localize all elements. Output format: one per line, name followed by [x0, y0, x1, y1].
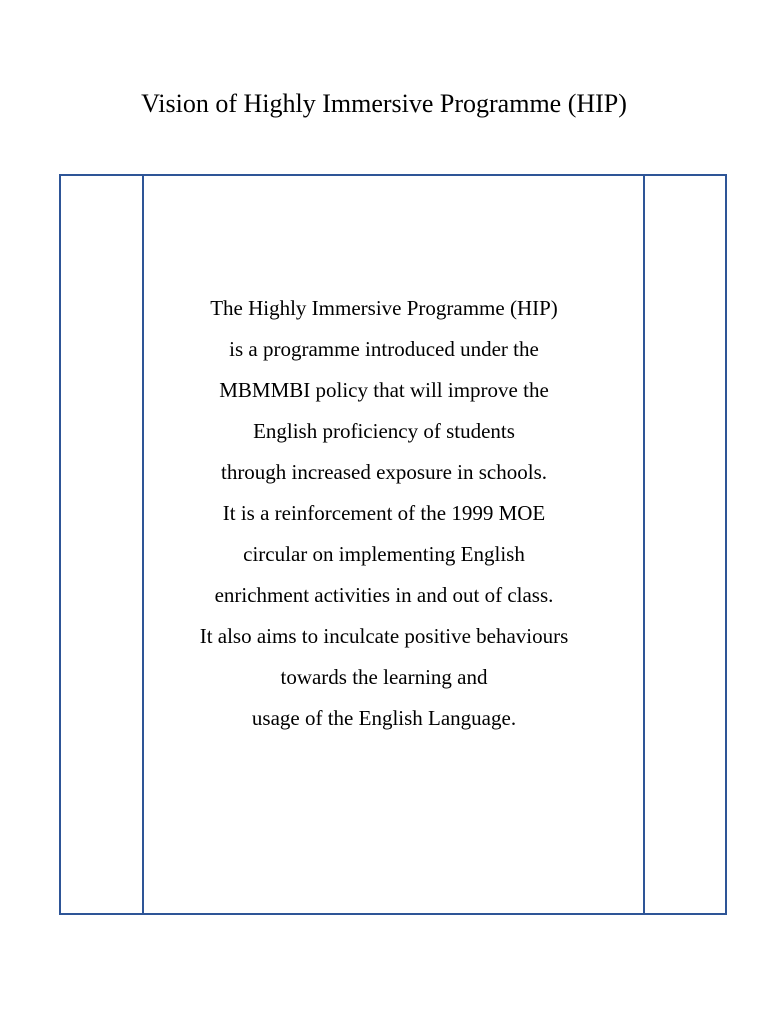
- vision-line: circular on implementing English: [243, 542, 525, 566]
- vision-line: towards the learning and: [280, 665, 488, 689]
- vision-line: MBMMBI policy that will improve the: [219, 378, 549, 402]
- vision-line: English proficiency of students: [253, 419, 515, 443]
- vision-line: The Highly Immersive Programme (HIP): [210, 296, 558, 320]
- vision-line: is a programme introduced under the: [229, 337, 539, 361]
- vision-line: It also aims to inculcate positive behaviours: [199, 624, 569, 648]
- page-title: Vision of Highly Immersive Programme (HIP): [141, 89, 627, 118]
- vision-line: It is a reinforcement of the 1999 MOE: [222, 501, 546, 525]
- vision-line: through increased exposure in schools.: [220, 460, 547, 484]
- vision-statement: [144, 288, 624, 739]
- vision-line: enrichment activities in and out of class.: [214, 583, 554, 607]
- vision-line: usage of the English Language.: [251, 706, 517, 730]
